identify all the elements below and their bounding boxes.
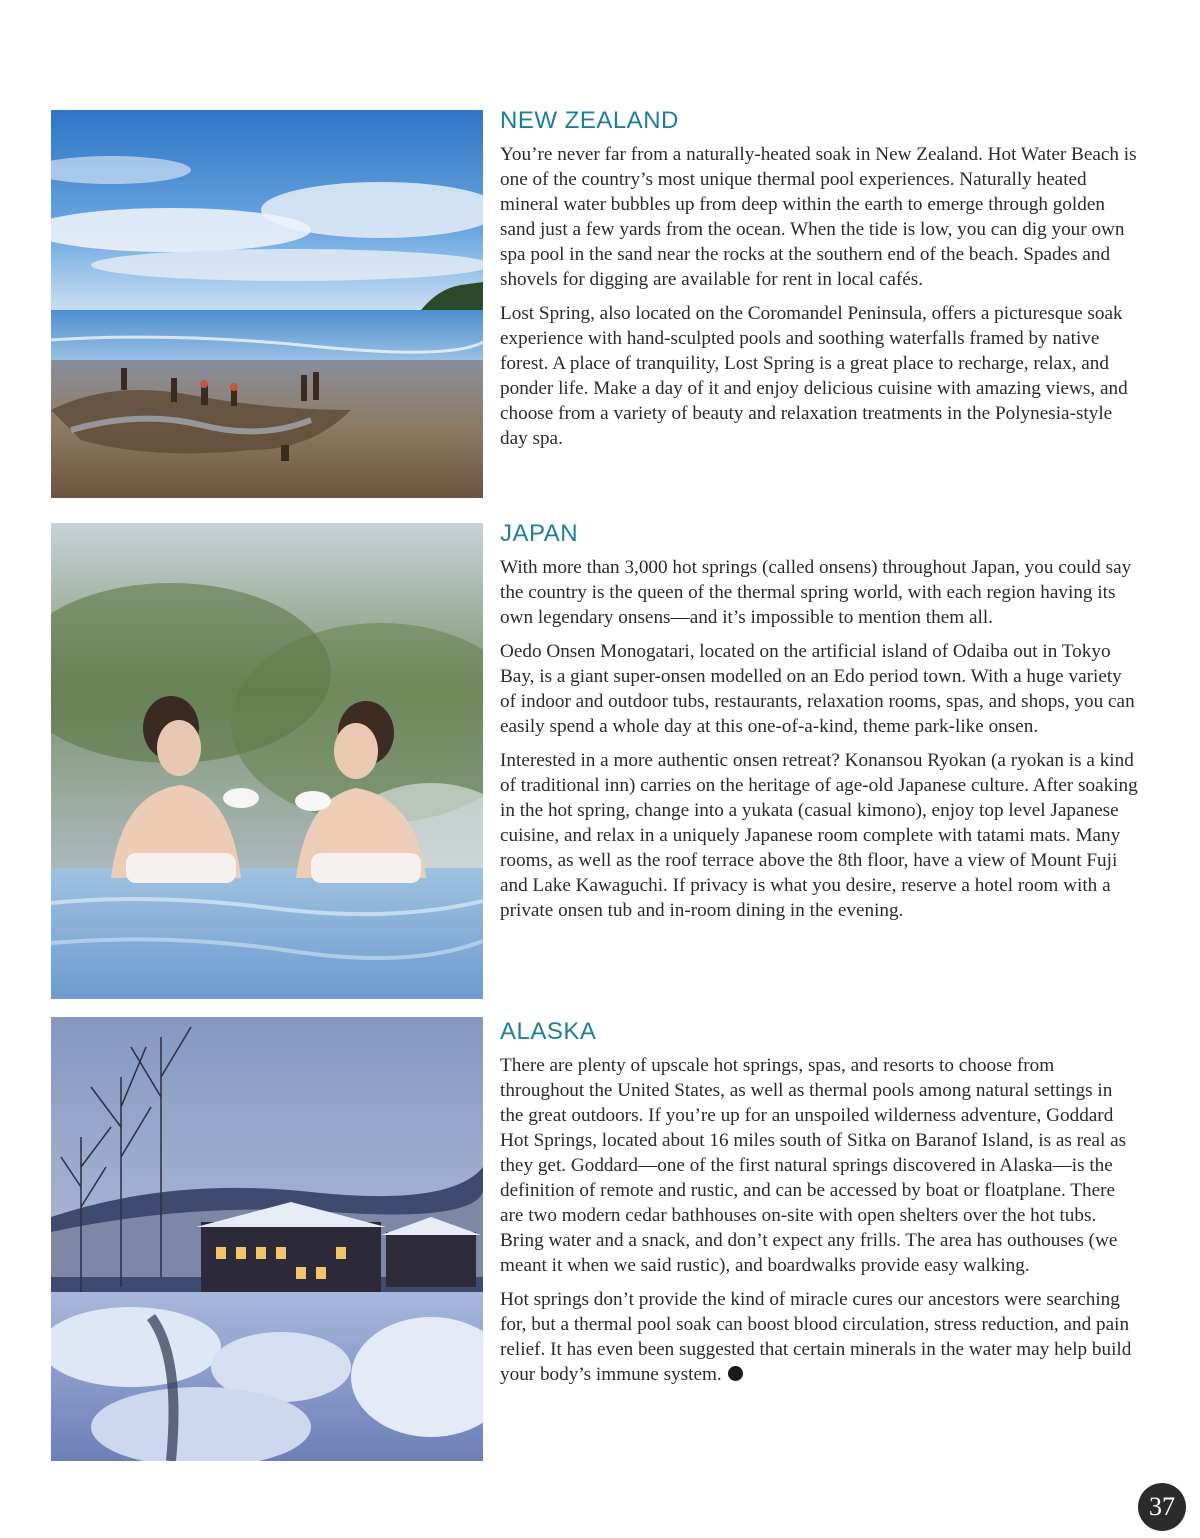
body-paragraph: There are plenty of upscale hot springs, spas, and resorts to choose from throughout the United States, as well as thermal pools among natural settings in the great outdoors. If you’re up for an unspoiled wilderness adventure, Goddard Hot Springs, located about 16 miles south of Sitka on Baranof Island, is as real as they get. Goddard—one of the first natural springs discovered in Alaska—is the definition of remote and rustic, and can be accessed by boat or floatplane. There are two modern cedar bathhouses on-site with open shelters over the hot tubs. Bring water and a snack, and don’t expect any frills. The area has outhouses (we meant it when we said rustic), and boardwalks provide easy walking. — [500, 1055, 1127, 1276]
end-of-article-icon — [728, 1366, 743, 1381]
body-paragraph: With more than 3,000 hot springs (called onsens) throughout Japan, you could say the country is the queen of the thermal spring world, with each region having its own legendary onsens—and it’s impossible to mention them all. — [500, 557, 1132, 628]
section-new-zealand — [500, 106, 1140, 460]
page-number: 37 — [1149, 1492, 1175, 1521]
body-paragraph: Lost Spring, also located on the Coromandel Peninsula, offers a picturesque soak experience with hand-sculpted pools and soothing waterfalls framed by native forest. A place of tranquility, Lost Spring is a great place to recharge, relax, and ponder life. Make a day of it and enjoy delicious cuisine with amazing views, and choose from a variety of beauty and relaxation treatments in the Polynesia-style day spa. — [500, 303, 1128, 449]
body-paragraph-final — [500, 1287, 1140, 1387]
section-alaska — [500, 1017, 1140, 1396]
body-paragraph: Oedo Onsen Monogatari, located on the artificial island of Odaiba out in Tokyo Bay, is a giant super-onsen modelled on an Edo period town. With a huge variety of indoor and outdoor tubs, restaurants, relaxation rooms, spas, and shops, you can easily spend a whole day at this one-of-a-kind, theme park-like onsen. — [500, 641, 1135, 737]
page-number-badge — [1138, 1483, 1186, 1531]
section-heading: JAPAN — [500, 520, 579, 547]
section-heading: NEW ZEALAND — [500, 107, 679, 134]
section-heading: ALASKA — [500, 1018, 597, 1045]
photo-snowy-lodge — [51, 1017, 483, 1461]
body-paragraph: You’re never far from a naturally-heated soak in New Zealand. Hot Water Beach is one of the country’s most unique thermal pool experiences. Naturally heated mineral water bubbles up from deep within the earth to emerge through golden sand just a few yards from the ocean. When the tide is low, you can dig your own spa pool in the sand near the rocks at the southern end of the beach. Spades and shovels for digging are available for rent in local cafés. — [500, 144, 1137, 290]
body-paragraph: Interested in a more authentic onsen retreat? Konansou Ryokan (a ryokan is a kind of traditional inn) carries on the heritage of age-old Japanese culture. After soaking in the hot spring, change into a yukata (casual kimono), enjoy top level Japanese cuisine, and relax in a uniquely Japanese room complete with tatami mats. Many rooms, as well as the roof terrace above the 8th floor, have a view of Mount Fuji and Lake Kawaguchi. If privacy is what you desire, reserve a hotel room with a private onsen tub and in-room dining in the evening. — [500, 750, 1138, 921]
photo-onsen-bathers — [51, 523, 483, 999]
photo-hot-water-beach — [51, 110, 483, 498]
section-japan — [500, 519, 1140, 932]
body-paragraph-text: Hot springs don’t provide the kind of miracle cures our ancestors were searching for, but a thermal pool soak can boost blood circulation, stress reduction, and pain relief. It has even been suggested that certain minerals in the water may help build your body’s immune system. — [500, 1289, 1132, 1385]
